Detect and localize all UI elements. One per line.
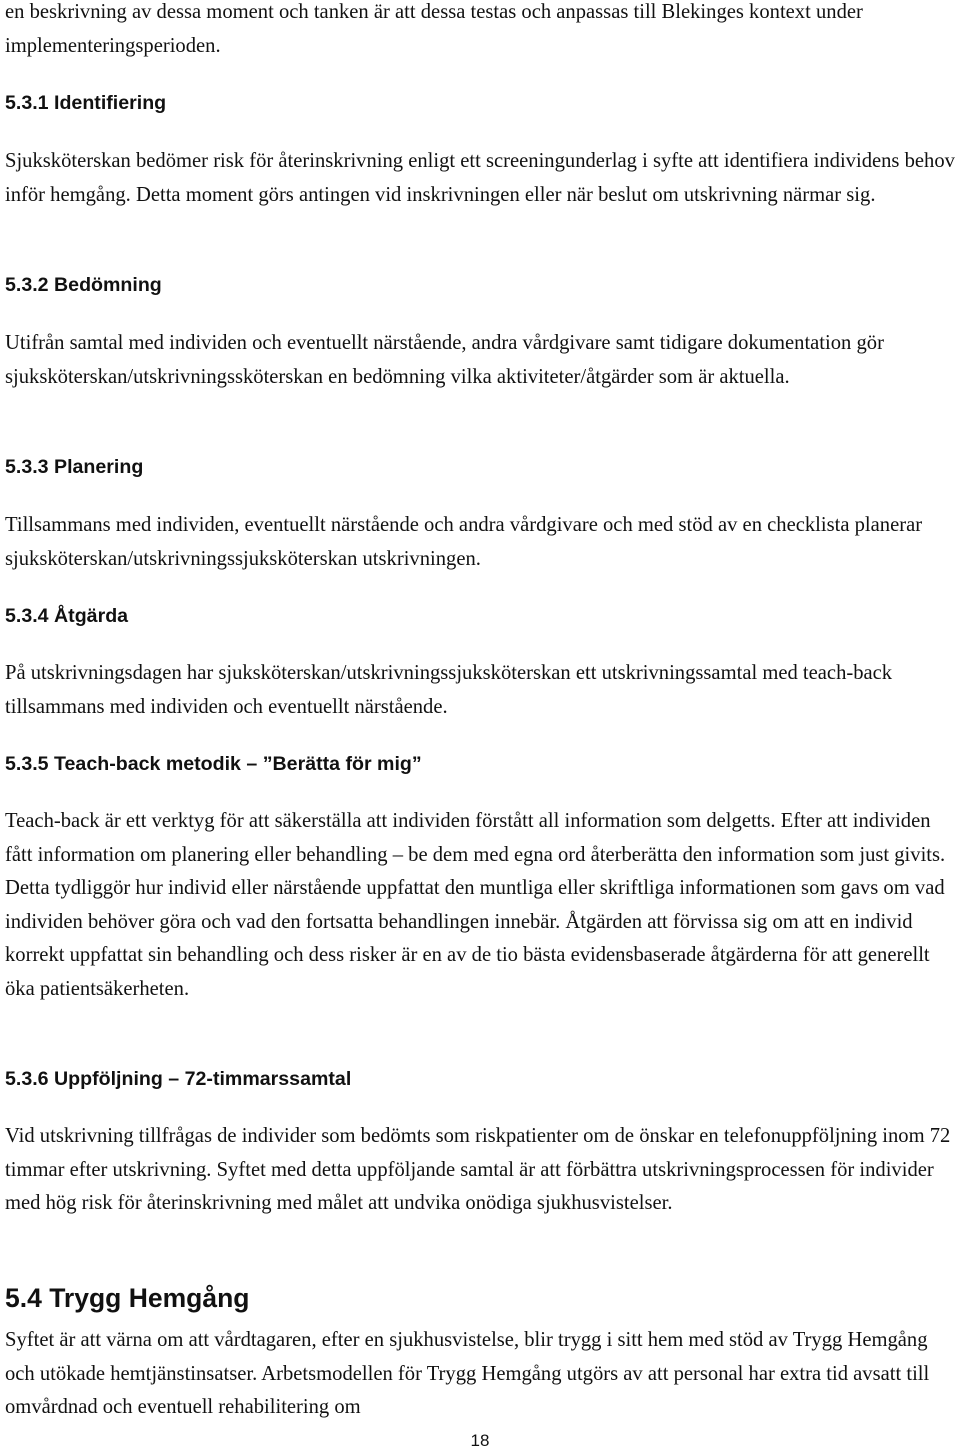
paragraph-bedomning: Utifrån samtal med individen och eventuellt närstående, andra vårdgivare samt tidigare dokumentation gör sjuksköterskan/utskrivningssköterskan en bedömning vilka aktiviteter/åtgärder som är aktuella.	[5, 332, 884, 388]
paragraph-atgarda: På utskrivningsdagen har sjuksköterskan/utskrivningssjuksköterskan ett utskrivningssamtal med teach-back tillsammans med individen och eventuellt närstående.	[5, 662, 893, 718]
heading-5-3-5: 5.3.5 Teach-back metodik – ”Berätta för mig”	[5, 753, 422, 775]
heading-5-3-6: 5.3.6 Uppföljning – 72-timmarssamtal	[5, 1068, 352, 1090]
paragraph-trygg-hemgang: Syftet är att värna om att vårdtagaren, efter en sjukhusvistelse, blir trygg i sitt hem med stöd av Trygg Hemgång och utökade hemtjänstinsatser. Arbetsmodellen för Trygg Hemgång utgörs av att personal har extra tid avsatt till omvårdnad och eventuell rehabilitering om	[5, 1329, 930, 1418]
heading-5-3-1: 5.3.1 Identifiering	[5, 92, 167, 114]
paragraph-identifiering: Sjuksköterskan bedömer risk för återinskrivning enligt ett screeningunderlag i syfte att identifiera individens behov inför hemgång. Detta moment görs antingen vid inskrivningen eller när beslut om utskrivning närmar sig.	[5, 150, 955, 206]
heading-5-3-4: 5.3.4 Åtgärda	[5, 605, 129, 627]
heading-5-3-2: 5.3.2 Bedömning	[5, 274, 162, 296]
paragraph-planering: Tillsammans med individen, eventuellt närstående och andra vårdgivare och med stöd av en checklista planerar sjuksköterskan/utskrivningssjuksköterskan utskrivningen.	[5, 514, 923, 570]
heading-5-3-3: 5.3.3 Planering	[5, 456, 144, 478]
page-number: 18	[470, 1431, 490, 1450]
paragraph-intro: en beskrivning av dessa moment och tanken är att dessa testas och anpassas till Blekinges kontext under implementeringsperioden.	[5, 1, 863, 57]
paragraph-uppfoljning: Vid utskrivning tillfrågas de individer som bedömts som riskpatienter om de önskar en telefonuppföljning inom 72 timmar efter utskrivning. Syftet med detta uppföljande samtal är att förbättra utskrivningsprocessen för individer med hög risk för återinskrivning med målet att undvika onödiga sjukhusvistelser.	[5, 1125, 951, 1214]
paragraph-teach-back: Teach-back är ett verktyg för att säkerställa att individen förstått all information som delgetts. Efter att individen fått information om planering eller behandling – be dem med egna ord återberätta den information som just givits. Detta tydliggör hur individ eller närstående uppfattat den muntliga eller skriftliga informationen som gavs om vad individen behöver göra och vad den fortsatta behandlingen innebär. Åtgärden att förvissa sig om att en individ korrekt uppfattat sin behandling och dess risker är en av de tio bästa evidensbaserade åtgärderna för att generellt öka patientsäkerheten.	[5, 810, 946, 1000]
heading-5-4: 5.4 Trygg Hemgång	[5, 1283, 250, 1313]
